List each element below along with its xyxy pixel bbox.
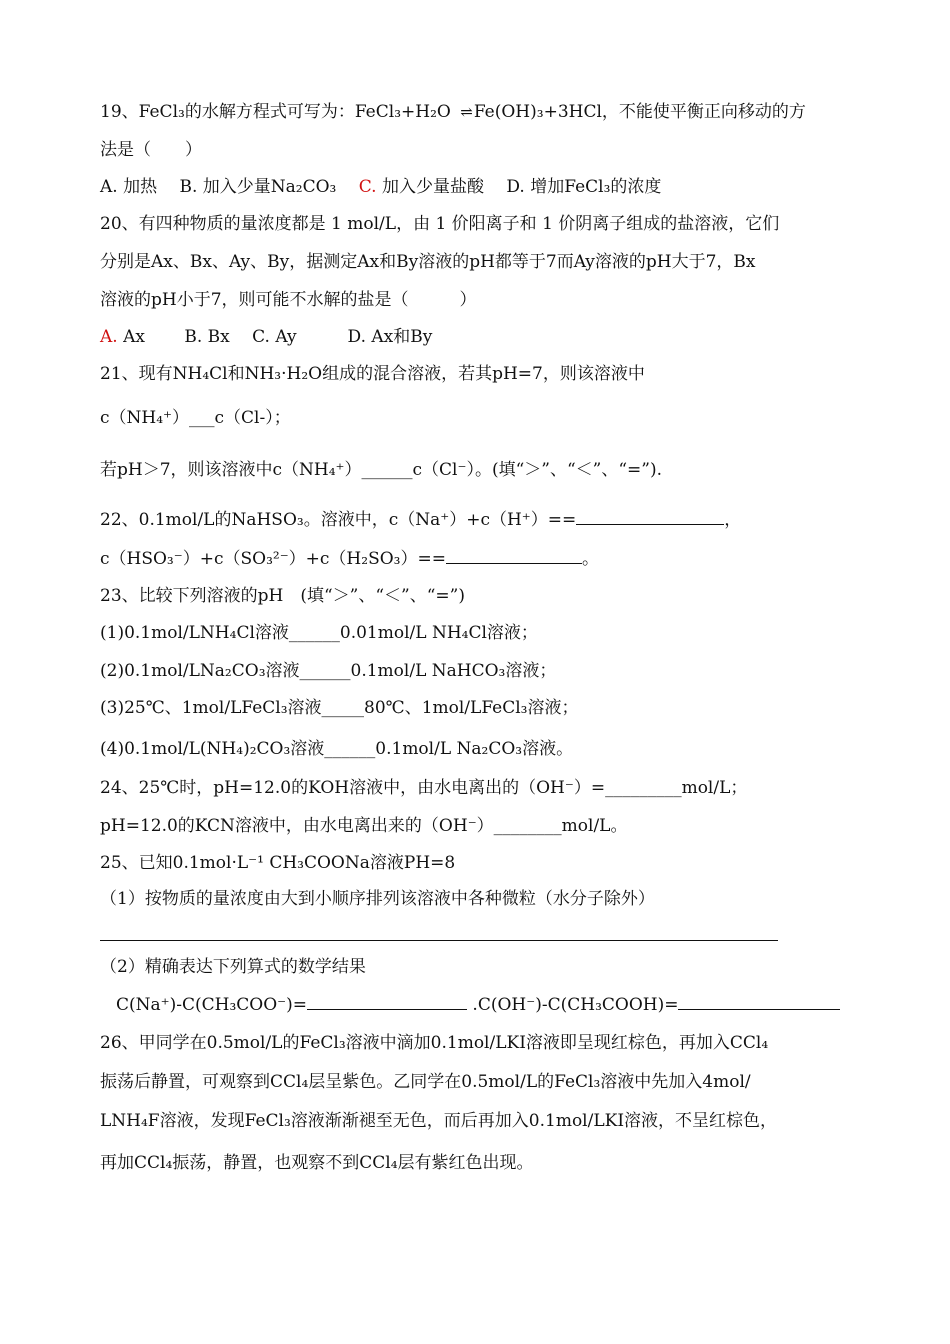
q25-part-2: （2）精确表达下列算式的数学结果: [100, 957, 366, 977]
q25-part-1: （1）按物质的量浓度由大到小顺序排列该溶液中各种微粒（水分子除外）: [100, 889, 655, 909]
q20-options-rest: Ax B. Bx C. Ay D. Ax和By: [117, 327, 433, 347]
q19-line-2: 法是（ ）: [100, 140, 202, 160]
q23-title: 23、比较下列溶液的pH (填“＞”、“＜”、“=”): [100, 586, 465, 606]
q21-line-3: 若pH＞7，则该溶液中c（NH₄⁺）______c（Cl⁻）。(填“＞”、“＜”、“=”).: [100, 460, 663, 480]
q22-blank-1[interactable]: [576, 508, 724, 525]
q20-line-1: 20、有四种物质的量浓度都是 1 mol/L，由 1 价阳离子和 1 价阴离子组成的盐溶液，它们: [100, 214, 780, 234]
q19-line-1: [100, 100, 806, 124]
q22-line-1: [100, 508, 741, 532]
q26-line-4: 再加CCl₄振荡，静置，也观察不到CCl₄层有紫红色出现。: [100, 1153, 534, 1173]
q25-expr-2: .C(OH⁻)-C(CH₃COOH)=: [467, 995, 679, 1015]
q23-item-2: (2)0.1mol/LNa₂CO₃溶液______0.1mol/L NaHCO₃溶液；: [100, 661, 557, 681]
q25-line-1: 25、已知0.1mol·L⁻¹ CH₃COONa溶液PH=8: [100, 853, 456, 873]
q24-line-1: 24、25℃时，pH=12.0的KOH溶液中，由水电离出的（OH⁻）=_________mol/L；: [100, 778, 748, 798]
q22-blank-2[interactable]: [446, 547, 582, 564]
q23-item-4: (4)0.1mol/L(NH₄)₂CO₃溶液______0.1mol/L Na₂CO₃溶液。: [100, 739, 574, 759]
q19-option-c-marker: C.: [358, 177, 377, 197]
q23-item-3: (3)25℃、1mol/LFeCl₃溶液_____80℃、1mol/LFeCl₃溶液；: [100, 698, 579, 718]
q21-line-1: 21、现有NH₄Cl和NH₃·H₂O组成的混合溶液，若其pH=7，则该溶液中: [100, 364, 645, 384]
q22-end-2: 。: [581, 549, 599, 569]
q24-line-2: pH=12.0的KCN溶液中，由水电离出来的（OH⁻）________mol/L。: [100, 816, 628, 836]
q19-text-1a: 19、FeCl₃的水解方程式可写为：FeCl₃+H₂O: [100, 102, 457, 122]
q20-line-2: 分别是Ax、Bx、Ay、By，据测定Ax和By溶液的pH都等于7而Ay溶液的pH大于7，Bx: [100, 252, 756, 272]
q19-options: [100, 175, 661, 199]
q26-line-1: 26、甲同学在0.5mol/L的FeCl₃溶液中滴加0.1mol/LKI溶液即呈现红棕色，再加入CCl₄: [100, 1033, 769, 1053]
q26-line-3: LNH₄F溶液，发现FeCl₃溶液渐渐褪至无色，而后再加入0.1mol/LKI溶液，不呈红棕色，: [100, 1111, 778, 1131]
q25-expressions: [116, 993, 840, 1017]
q22-end-1: ，: [724, 510, 742, 530]
q19-option-a-b: A. 加热 B. 加入少量Na₂CO₃: [100, 177, 359, 197]
q25-expr-1: C(Na⁺)-C(CH₃COO⁻)=: [116, 995, 308, 1015]
q20-options: [100, 325, 432, 349]
q25-answer-line[interactable]: [100, 940, 778, 941]
q20-option-a-marker: A.: [100, 327, 118, 347]
q19-text-1b: Fe(OH)₃+3HCl，不能使平衡正向移动的方: [473, 102, 806, 122]
q22-text-1: 22、0.1mol/L的NaHSO₃。溶液中，c（Na⁺）+c（H⁺）==: [100, 510, 577, 530]
q23-item-1: (1)0.1mol/LNH₄Cl溶液______0.01mol/L NH₄Cl溶液；: [100, 623, 538, 643]
q25-blank-1[interactable]: [307, 993, 467, 1010]
equilibrium-arrow-icon: ⇌: [460, 103, 470, 121]
q22-text-2: c（HSO₃⁻）+c（SO₃²⁻）+c（H₂SO₃）==: [100, 549, 446, 569]
q19-option-c-d: 加入少量盐酸 D. 增加FeCl₃的浓度: [376, 177, 662, 197]
q25-blank-2[interactable]: [678, 993, 840, 1010]
q20-line-3: 溶液的pH小于7，则可能不水解的盐是（ ）: [100, 290, 477, 310]
q22-line-2: [100, 547, 599, 571]
q26-line-2: 振荡后静置，可观察到CCl₄层呈紫色。乙同学在0.5mol/L的FeCl₃溶液中先加入4mol/: [100, 1072, 751, 1092]
q21-line-2: c（NH₄⁺）___c（Cl-）；: [100, 408, 291, 428]
